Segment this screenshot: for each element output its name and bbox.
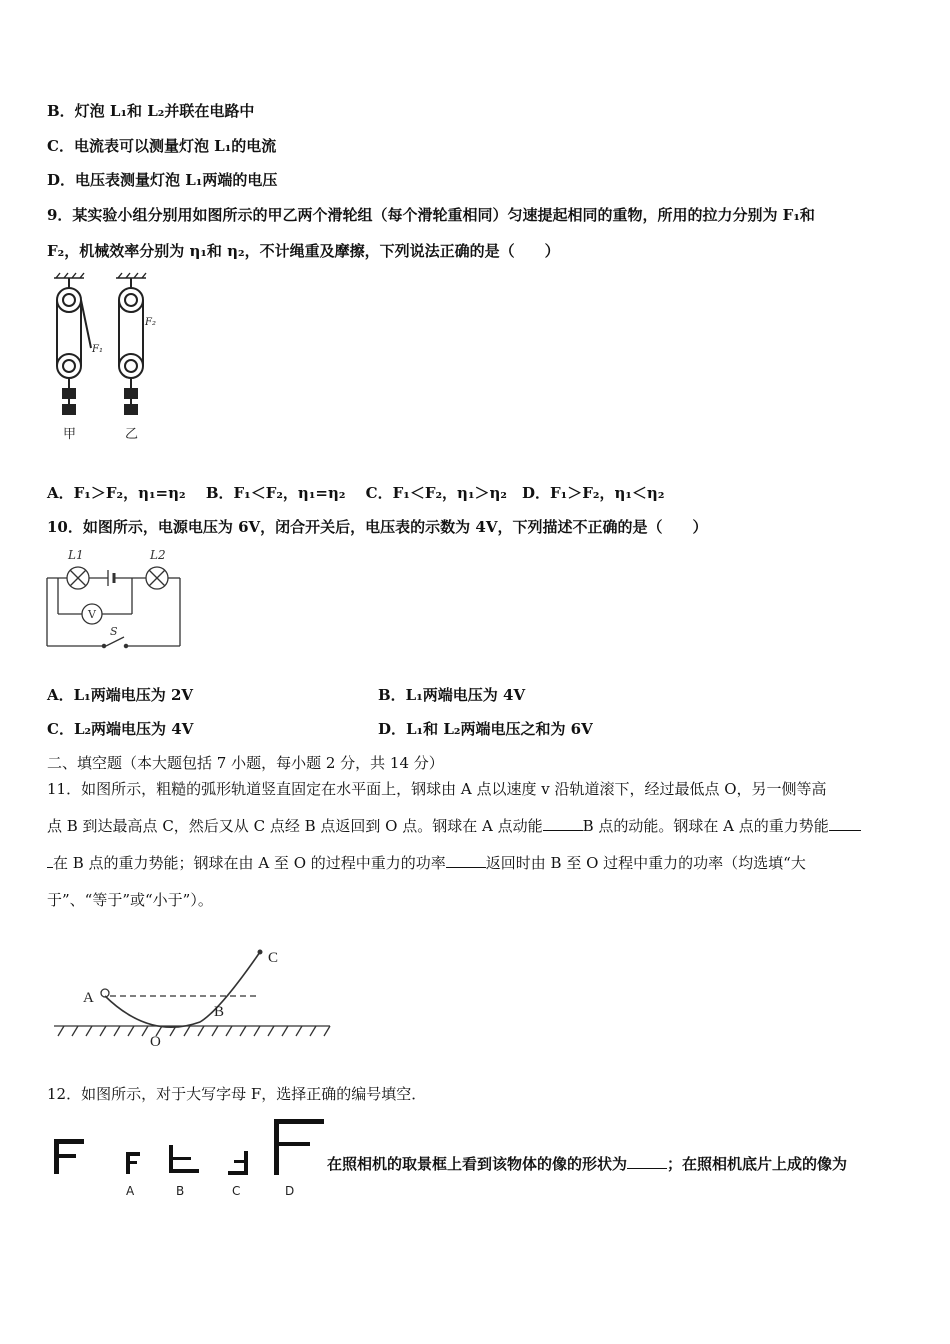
q12-blank-1[interactable] [627,1154,667,1169]
q9-options: A．F₁＞F₂，η₁=η₂ B．F₁＜F₂，η₁=η₂ C．F₁＜F₂，η₁＞η₂ D．F₁＞F₂，η₁＜η₂ [47,484,665,502]
point-c-label: C [268,950,279,966]
point-o-label: O [150,1034,161,1050]
yi-fixed-pulley [119,278,143,388]
q12-tail-part1: 在照相机的取景框上看到该物体的像的形状为 [327,1155,628,1173]
switch-label: S [110,625,118,638]
option-a-label: A [126,1184,135,1198]
pulley-figure [44,270,174,448]
option-c-label: C [232,1184,241,1198]
section-heading: 二、填空题（本大题包括 7 小题，每小题 2 分，共 14 分） [47,754,444,772]
letter-f-figure [48,1115,328,1205]
option-b-label: B [176,1184,185,1198]
q11-blank-2[interactable] [829,816,861,831]
q10-option-c: C．L₂两端电压为 4V [47,720,194,738]
arc-track [105,952,260,1027]
q11-line1: 11．如图所示，粗糙的弧形轨道竖直固定在水平面上，钢球由 A 点以速度 v 沿轨道滚下，经过最低点 O，另一侧等高 [47,780,827,798]
q12-tail-part2: ；在照相机底片上成的像为 [667,1155,848,1173]
jia-fixed-pulley [57,278,91,388]
jia-force-label: F₁ [92,344,103,355]
q11-line2-part2: B 点的动能。钢球在 A 点的重力势能 [582,817,829,835]
circuit-figure [44,546,184,654]
q11-line3-part1: 在 B 点的重力势能；钢球在由 A 至 O 的过程中重力的功率 [53,854,446,872]
switch-s [106,637,124,646]
q8-option-c: C．电流表可以测量灯泡 L₁的电流 [47,137,277,155]
option-d-label: D [285,1184,295,1198]
q11-blank-3[interactable] [446,853,486,868]
q10-stem: 10．如图所示，电源电压为 6V，闭合开关后，电压表的示数为 4V，下列描述不正确的是（ ） [47,518,708,536]
q11-blank-1[interactable] [543,816,583,831]
yi-label: 乙 [125,427,139,442]
yi-force-label: F₂ [145,317,156,328]
jia-weight-1 [62,388,76,399]
l2-label: L2 [150,548,166,562]
l1-label: L1 [68,548,84,562]
q12-tail [327,1154,847,1174]
track-figure [50,940,340,1050]
jia-weight-2 [62,404,76,415]
q11-line2 [47,816,861,836]
voltmeter-label: V [88,608,96,621]
point-b-label: B [214,1004,225,1020]
yi-weight-1 [124,388,138,399]
q8-option-d: D．电压表测量灯泡 L₁两端的电压 [47,171,278,189]
point-a-label: A [83,990,94,1006]
q10-option-b: B．L₁两端电压为 4V [378,686,526,704]
q12-stem: 12．如图所示，对于大写字母 F，选择正确的编号填空． [47,1085,427,1103]
q9-stem-line1: 9．某实验小组分别用如图所示的甲乙两个滑轮组（每个滑轮重相同）匀速提起相同的重物，所用的拉力分别为 F₁和 [47,206,815,224]
yi-weight-2 [124,404,138,415]
jia-label: 甲 [63,427,77,442]
q11-line4: 于”、“等于”或“小于”）。 [47,891,213,909]
q11-line3 [47,853,806,873]
q8-option-b: B．灯泡 L₁和 L₂并联在电路中 [47,102,255,120]
q10-option-d: D．L₁和 L₂两端电压之和为 6V [378,720,593,738]
q11-line2-part1: 点 B 到达最高点 C，然后又从 C 点经 B 点返回到 O 点。钢球在 A 点动能 [47,817,543,835]
steel-ball [101,989,109,997]
q11-line3-part2: 返回时由 B 至 O 过程中重力的功率（均选填“大 [485,854,806,872]
q9-stem-line2: F₂，机械效率分别为 η₁和 η₂，不计绳重及摩擦，下列说法正确的是（ ） [47,242,560,260]
q10-option-a: A．L₁两端电压为 2V [47,686,194,704]
